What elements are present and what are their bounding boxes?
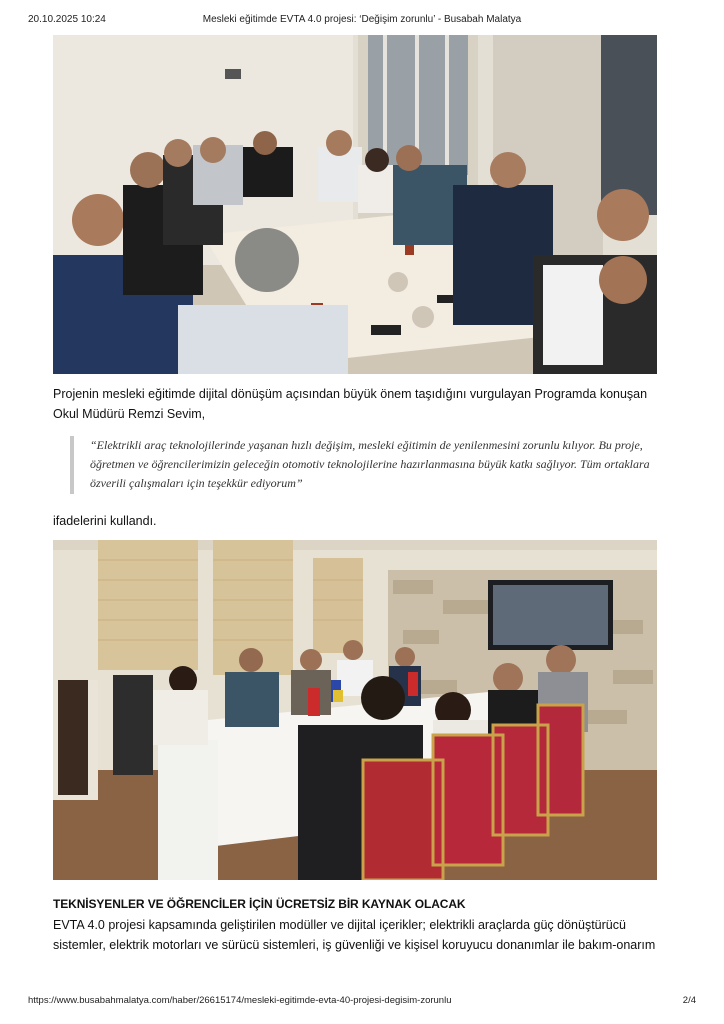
meeting-photo-1-image bbox=[53, 35, 657, 374]
after-quote-text: ifadelerini kullandı. bbox=[53, 514, 157, 528]
print-date: 20.10.2025 10:24 bbox=[28, 14, 106, 25]
page-number: 2/4 bbox=[682, 995, 696, 1006]
print-footer bbox=[28, 995, 696, 1009]
page-title: Mesleki eğitimde EVTA 4.0 projesi: ‘Değişim zorunlu’ - Busabah Malatya bbox=[202, 14, 522, 25]
meeting-photo-2-image bbox=[53, 540, 657, 880]
meeting-photo-2 bbox=[53, 540, 657, 880]
intro-paragraph: Projenin mesleki eğitimde dijital dönüşüm açısından büyük önem taşıdığını vurgulayan Programda konuşan Okul Müdürü Remzi Sevim, bbox=[53, 387, 648, 421]
blockquote: “Elektrikli araç teknolojilerinde yaşanan hızlı değişim, mesleki eğitimin de yenilenmesini zorunlu kılıyor. Bu proje, öğretmen ve öğrencilerimizin geleceğin otomotiv teknolojilerine hazırlanmasına büyük katkı sağlıyor. Tüm ortaklara özverili çalışmaları için teşekkür ediyorum” bbox=[70, 436, 676, 494]
body-paragraph: EVTA 4.0 projesi kapsamında geliştirilen modüller ve dijital içerikler; elektrikli araçlarda güç dönüştürücü sistemler, elektrik motorları ve sürücü sistemleri, iş güvenliği ve kişisel koruyucu donanımlar ile bakım-onarım bbox=[53, 918, 656, 952]
print-header bbox=[28, 14, 696, 28]
section-subheading: TEKNİSYENLER VE ÖĞRENCİLER İÇİN ÜCRETSİZ BİR KAYNAK OLACAK bbox=[53, 897, 466, 911]
source-url: https://www.busabahmalatya.com/haber/26615174/mesleki-egitimde-evta-40-projesi-degisim-zorunlu bbox=[28, 995, 452, 1006]
meeting-photo-1 bbox=[53, 35, 657, 374]
